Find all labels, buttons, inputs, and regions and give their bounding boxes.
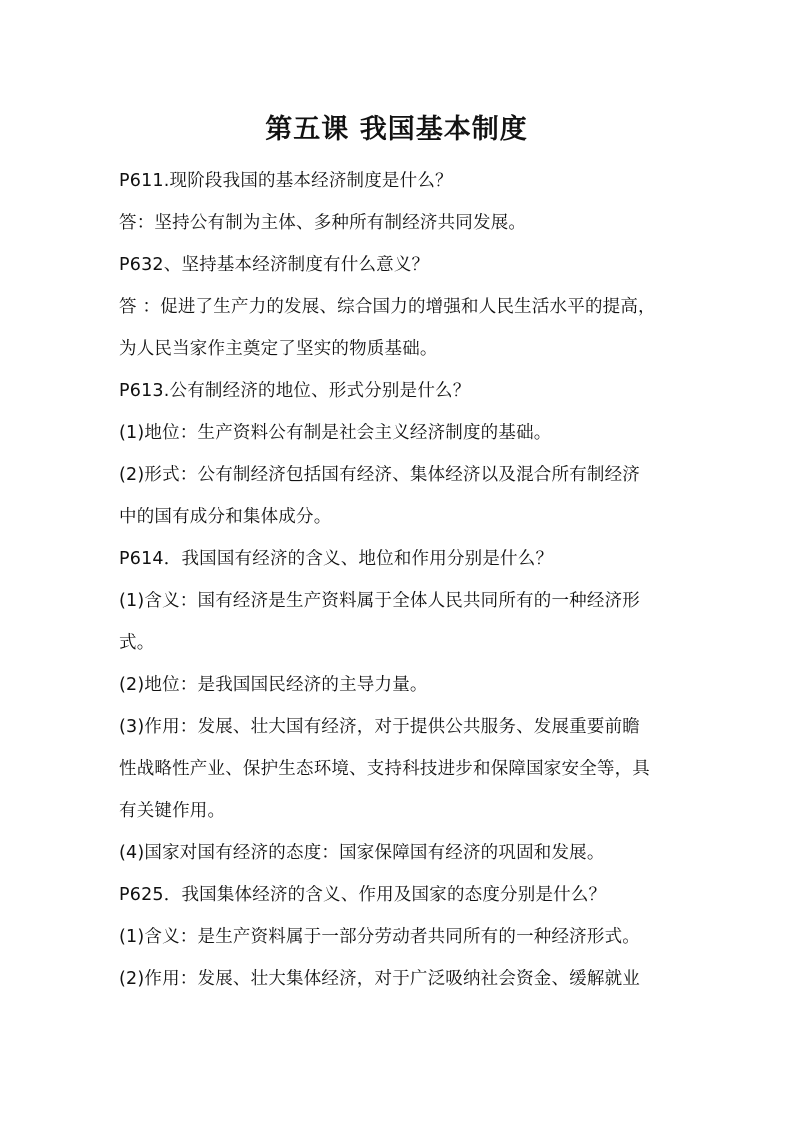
- question-line-p613: P613.公有制经济的地位、形式分别是什么？: [119, 381, 471, 401]
- page-title: 第五课 我国基本制度: [265, 114, 528, 145]
- question-line-p611: P611.现阶段我国的基本经济制度是什么？: [119, 171, 453, 191]
- answer-line: (2)形式：公有制经济包括国有经济、集体经济以及混合所有制经济: [119, 465, 640, 485]
- answer-line-continued: 为人民当家作主奠定了坚实的物质基础。: [119, 339, 438, 359]
- answer-line: 答 ：促进了生产力的发展、综合国力的增强和人民生活水平的提高，: [119, 297, 656, 317]
- answer-line: 答：坚持公有制为主体、多种所有制经济共同发展。: [119, 213, 527, 233]
- answer-line: (1)含义：国有经济是生产资料属于全体人民共同所有的一种经济形: [119, 591, 640, 611]
- answer-line: (2)地位：是我国国民经济的主导力量。: [119, 675, 428, 695]
- question-line-p614: P614．我国国有经济的含义、地位和作用分别是什么？: [119, 549, 554, 569]
- answer-line-continued: 有关键作用。: [119, 801, 226, 821]
- question-line-p625: P625．我国集体经济的含义、作用及国家的态度分别是什么？: [119, 885, 607, 905]
- answer-line: (2)作用：发展、壮大集体经济，对于广泛吸纳社会资金、缓解就业: [119, 969, 640, 989]
- answer-line-continued: 中的国有成分和集体成分。: [119, 507, 332, 527]
- answer-line: (4)国家对国有经济的态度：国家保障国有经济的巩固和发展。: [119, 843, 605, 863]
- answer-line: (1)地位：生产资料公有制是社会主义经济制度的基础。: [119, 423, 552, 443]
- answer-line-continued: 式。: [119, 633, 155, 653]
- answer-line: (3)作用：发展、壮大国有经济，对于提供公共服务、发展重要前瞻: [119, 717, 640, 737]
- answer-line: (1)含义：是生产资料属于一部分劳动者共同所有的一种经济形式。: [119, 927, 640, 947]
- answer-line-continued: 性战略性产业、保护生态环境、支持科技进步和保障国家安全等，具: [119, 759, 650, 779]
- question-line-p632: P632、坚持基本经济制度有什么意义？: [119, 255, 430, 275]
